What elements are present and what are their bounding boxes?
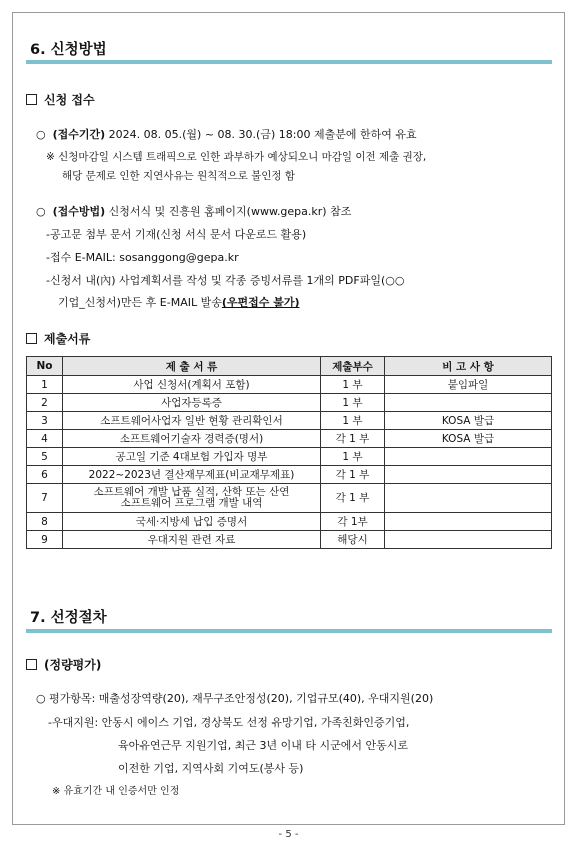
row-name: 우대지원 관련 자료: [63, 531, 321, 549]
row-copies: 1 부: [321, 376, 385, 394]
row-no: 5: [27, 448, 63, 466]
preference-line-1: -우대지원: 안동시 에이스 기업, 경상북도 선정 유망기업, 가족친화인증기업,: [48, 716, 410, 729]
header-no: No: [27, 357, 63, 376]
circle-bullet-icon: ○: [36, 128, 46, 141]
row-remark: [385, 484, 552, 513]
quantitative-heading-text: (정량평가): [44, 658, 102, 672]
header-copies: 제출부수: [321, 357, 385, 376]
section-7-title: 7. 선정절차: [30, 610, 107, 626]
documents-heading-text: 제출서류: [44, 332, 91, 346]
method-item-2: -접수 E-MAIL: sosanggong@gepa.kr: [46, 251, 239, 264]
row-no: 3: [27, 412, 63, 430]
row-copies: 1 부: [321, 448, 385, 466]
receipt-period: [36, 126, 417, 142]
checkbox-square-icon: [26, 659, 37, 670]
row-name: 2022~2023년 결산재무제표(비교재무제표): [63, 466, 321, 484]
method-item-3: -신청서 내(內) 사업계획서를 작성 및 각종 증빙서류를 1개의 PDF파일(○○: [46, 274, 405, 287]
row-remark: 붙임파일: [385, 376, 552, 394]
circle-bullet-icon: ○: [36, 205, 46, 218]
section-6-title: 6. 신청방법: [30, 42, 107, 58]
row-no: 8: [27, 513, 63, 531]
table-row: [27, 466, 552, 484]
receipt-method: [36, 203, 351, 219]
row-no: 7: [27, 484, 63, 513]
receipt-note-1: ※ 신청마감일 시스템 트래픽으로 인한 과부하가 예상되오니 마감일 이전 제출 권장,: [46, 151, 427, 163]
row-name: 소프트웨어사업자 일반 현황 관리확인서: [63, 412, 321, 430]
method-label: (접수방법): [52, 205, 106, 218]
row-copies: 1 부: [321, 412, 385, 430]
row-no: 4: [27, 430, 63, 448]
row-no: 2: [27, 394, 63, 412]
row-remark: [385, 448, 552, 466]
row-remark: [385, 531, 552, 549]
header-name: 제 출 서 류: [63, 357, 321, 376]
row-copies: 각 1부: [321, 513, 385, 531]
section-6-rule: [26, 60, 552, 64]
row-copies: 각 1 부: [321, 466, 385, 484]
method-text: 신청서식 및 진흥원 홈페이지(www.gepa.kr) 참조: [105, 205, 352, 218]
row-name: 사업자등록증: [63, 394, 321, 412]
row-copies: 1 부: [321, 394, 385, 412]
table-row: [27, 484, 552, 513]
receipt-note-2: 해당 문제로 인한 지연사유는 원칙적으로 불인정 함: [62, 170, 296, 182]
row-name: 사업 신청서(계획서 포함): [63, 376, 321, 394]
method-item-1: -공고문 첨부 문서 기재(신청 서식 문서 다운로드 활용): [46, 228, 307, 241]
page-number: - 5 -: [278, 829, 299, 840]
row-remark: [385, 513, 552, 531]
table-row: [27, 394, 552, 412]
receipt-heading: [26, 91, 95, 108]
row-remark: KOSA 발급: [385, 430, 552, 448]
table-row: [27, 430, 552, 448]
preference-line-2: 육아유연근무 지원기업, 최근 3년 이내 타 시군에서 안동시로: [118, 739, 408, 752]
table-row: [27, 412, 552, 430]
row-name: [63, 484, 321, 513]
row-no: 9: [27, 531, 63, 549]
row-name: 공고일 기준 4대보험 가입자 명부: [63, 448, 321, 466]
documents-heading: [26, 330, 90, 347]
section-7-rule: [26, 629, 552, 633]
row-copies: 각 1 부: [321, 430, 385, 448]
row-remark: KOSA 발급: [385, 412, 552, 430]
row-no: 6: [27, 466, 63, 484]
quantitative-heading: [26, 656, 101, 673]
row-remark: [385, 394, 552, 412]
period-label: (접수기간): [52, 128, 106, 141]
row-remark: [385, 466, 552, 484]
table-row: [27, 376, 552, 394]
row-copies: 각 1 부: [321, 484, 385, 513]
method-item-4-emphasis: (우편접수 불가): [221, 296, 300, 309]
checkbox-square-icon: [26, 94, 37, 105]
method-item-4: [58, 294, 300, 310]
row-name: 소프트웨어기술자 경력증(명서): [63, 430, 321, 448]
table-header-row: [27, 357, 552, 376]
certificate-note: ※ 유효기간 내 인증서만 인정: [52, 786, 180, 797]
evaluation-items: ○ 평가항목: 매출성장역량(20), 재무구조안정성(20), 기업규모(40), 우대지원(20): [36, 692, 434, 705]
table-row: [27, 448, 552, 466]
row-copies: 해당시: [321, 531, 385, 549]
method-item-4-text: 기업_신청서)만든 후 E-MAIL 발송: [58, 296, 222, 309]
row-name-line-2: 소프트웨어 프로그램 개발 내역: [120, 497, 263, 509]
period-text: 2024. 08. 05.(월) ~ 08. 30.(금) 18:00 제출분에 한하여 유효: [105, 128, 417, 141]
row-no: 1: [27, 376, 63, 394]
table-row: [27, 531, 552, 549]
receipt-heading-text: 신청 접수: [44, 93, 95, 107]
checkbox-square-icon: [26, 333, 37, 344]
row-name-line-1: 소프트웨어 개발 납품 실적, 산학 또는 산연: [93, 486, 290, 498]
preference-line-3: 이전한 기업, 지역사회 기여도(봉사 등): [118, 762, 304, 775]
row-name: 국세·지방세 납입 증명서: [63, 513, 321, 531]
documents-table: [26, 356, 552, 549]
table-row: [27, 513, 552, 531]
header-remark: 비 고 사 항: [385, 357, 552, 376]
